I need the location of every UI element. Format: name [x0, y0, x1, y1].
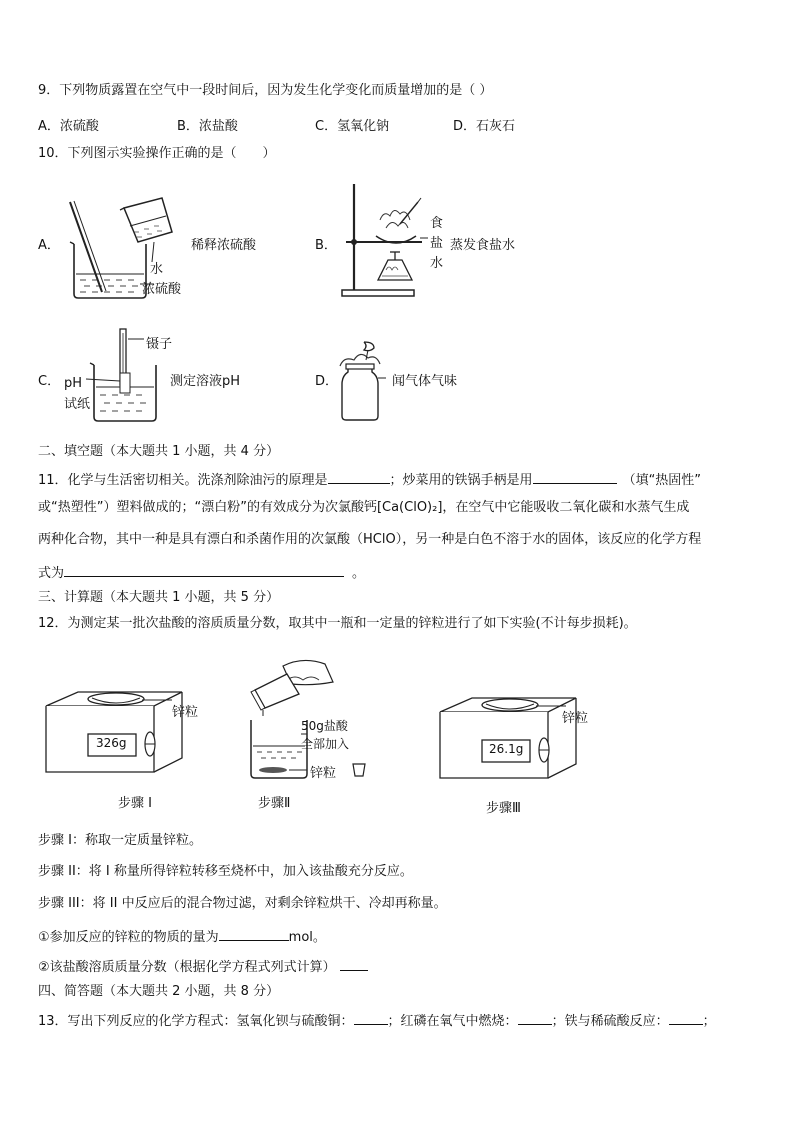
label-water: 水 [150, 262, 164, 277]
q11-blank-3[interactable] [64, 563, 344, 577]
step-1-text: 步骤 I：称取一定质量锌粒。 [38, 833, 202, 848]
q13-blank-3[interactable] [669, 1011, 703, 1025]
q13-text-a: 13．写出下列反应的化学方程式：氢氧化钡与硫酸铜： [38, 1014, 354, 1029]
q13-blank-1[interactable] [354, 1011, 388, 1025]
step-1-label: 步骤 I [118, 796, 152, 811]
q12-blank-1[interactable] [219, 927, 289, 941]
q10-option-d-letter: D． [315, 374, 339, 389]
q13-blank-2[interactable] [518, 1011, 552, 1025]
q11-line-1 [38, 470, 701, 490]
balance-3-reading: 26.1g [489, 742, 524, 756]
q9-option-c: C．氢氧化钠 [315, 119, 390, 134]
smell-gas-illustration [334, 338, 386, 422]
q13-text-d: ； [702, 1014, 716, 1029]
q11-text-1b: ；炒菜用的铁锅手柄是用 [389, 473, 533, 488]
q10-option-c-letter: C． [38, 374, 61, 389]
label-50g-acid: 50g盐酸 [301, 719, 348, 733]
q10-option-d-caption: 闻气体气味 [392, 374, 458, 389]
q10-option-c-caption: 测定溶液pH [170, 374, 241, 389]
label-zinc-step-2: 锌粒 [310, 766, 337, 781]
q13-line [38, 1011, 716, 1031]
q10-option-b-letter: B． [315, 238, 337, 253]
q12-sub-1b: mol。 [288, 930, 326, 945]
balance-1-label: 锌粒 [172, 705, 199, 720]
label-tweezers: 镊子 [146, 337, 173, 352]
label-test-paper: 试纸 [64, 397, 91, 412]
step-2-text: 步骤 II：将 I 称量所得锌粒转移至烧杯中，加入该盐酸充分反应。 [38, 864, 413, 879]
section-2-heading: 二、填空题（本大题共 1 小题，共 4 分） [38, 444, 280, 459]
label-ph: pH [64, 376, 83, 391]
label-all-added: 全部加入 [301, 737, 350, 751]
q10-option-a-caption: 稀释浓硫酸 [191, 238, 257, 253]
q12-sub-1a: ①参加反应的锌粒的物质的量为 [38, 930, 219, 945]
q9-option-d: D．石灰石 [453, 119, 516, 134]
q11-text-1a: 11．化学与生活密切相关。洗涤剂除油污的原理是 [38, 473, 328, 488]
q10-option-b-caption: 蒸发食盐水 [450, 238, 516, 253]
step-2-label: 步骤Ⅱ [258, 796, 291, 811]
evaporation-illustration [338, 180, 434, 300]
step-3-text: 步骤 III：将 II 中反应后的混合物过滤，对剩余锌粒烘干、冷却再称量。 [38, 896, 447, 911]
balance-1-reading: 326g [96, 736, 127, 750]
step-3-label: 步骤Ⅲ [486, 801, 521, 816]
q11-text-1c: （填“热固性” [622, 473, 702, 488]
q12-sub-1 [38, 927, 326, 947]
q9-option-b: B．浓盐酸 [177, 119, 238, 134]
label-salt-1: 食 [430, 216, 444, 231]
q11-text-4a: 式为 [38, 566, 65, 581]
label-salt-2: 盐 [430, 236, 444, 251]
label-salt-3: 水 [430, 256, 444, 271]
balance-3-label: 锌粒 [562, 711, 589, 726]
q10-option-a-letter: A． [38, 238, 60, 253]
section-3-heading: 三、计算题（本大题共 1 小题，共 5 分） [38, 590, 280, 605]
q12-blank-2[interactable] [340, 957, 368, 971]
q12-stem: 12．为测定某一批次盐酸的溶质质量分数，取其中一瓶和一定量的锌粒进行了如下实验(不计每步损耗)。 [38, 616, 637, 631]
q11-text-4b: 。 [352, 566, 366, 581]
q11-line-4 [38, 563, 365, 583]
q13-text-c: ；铁与稀硫酸反应： [551, 1014, 669, 1029]
q11-line-3: 两种化合物，其中一种是具有漂白和杀菌作用的次氯酸（HClO），另一种是白色不溶于水的固体，该反应的化学方程 [38, 532, 702, 547]
q11-blank-1[interactable] [328, 470, 390, 484]
q9-option-a: A．浓硫酸 [38, 119, 99, 134]
q10-stem: 10．下列图示实验操作正确的是（ ） [38, 146, 276, 161]
q11-blank-2[interactable] [533, 470, 617, 484]
q13-text-b: ；红磷在氧气中燃烧： [387, 1014, 518, 1029]
section-4-heading: 四、简答题（本大题共 2 小题，共 8 分） [38, 984, 280, 999]
q12-sub-2 [38, 957, 368, 977]
label-conc-acid: 浓硫酸 [142, 282, 182, 297]
q11-line-2: 或“热塑性”）塑料做成的；“漂白粉”的有效成分为次氯酸钙[Ca(ClO)₂]，在空气中它能吸收二氧化碳和水蒸气生成 [38, 500, 690, 515]
q9-stem: 9．下列物质露置在空气中一段时间后，因为发生化学变化而质量增加的是（ ） [38, 83, 493, 98]
q12-sub-2-text: ②该盐酸溶质质量分数（根据化学方程式列式计算） [38, 960, 336, 975]
